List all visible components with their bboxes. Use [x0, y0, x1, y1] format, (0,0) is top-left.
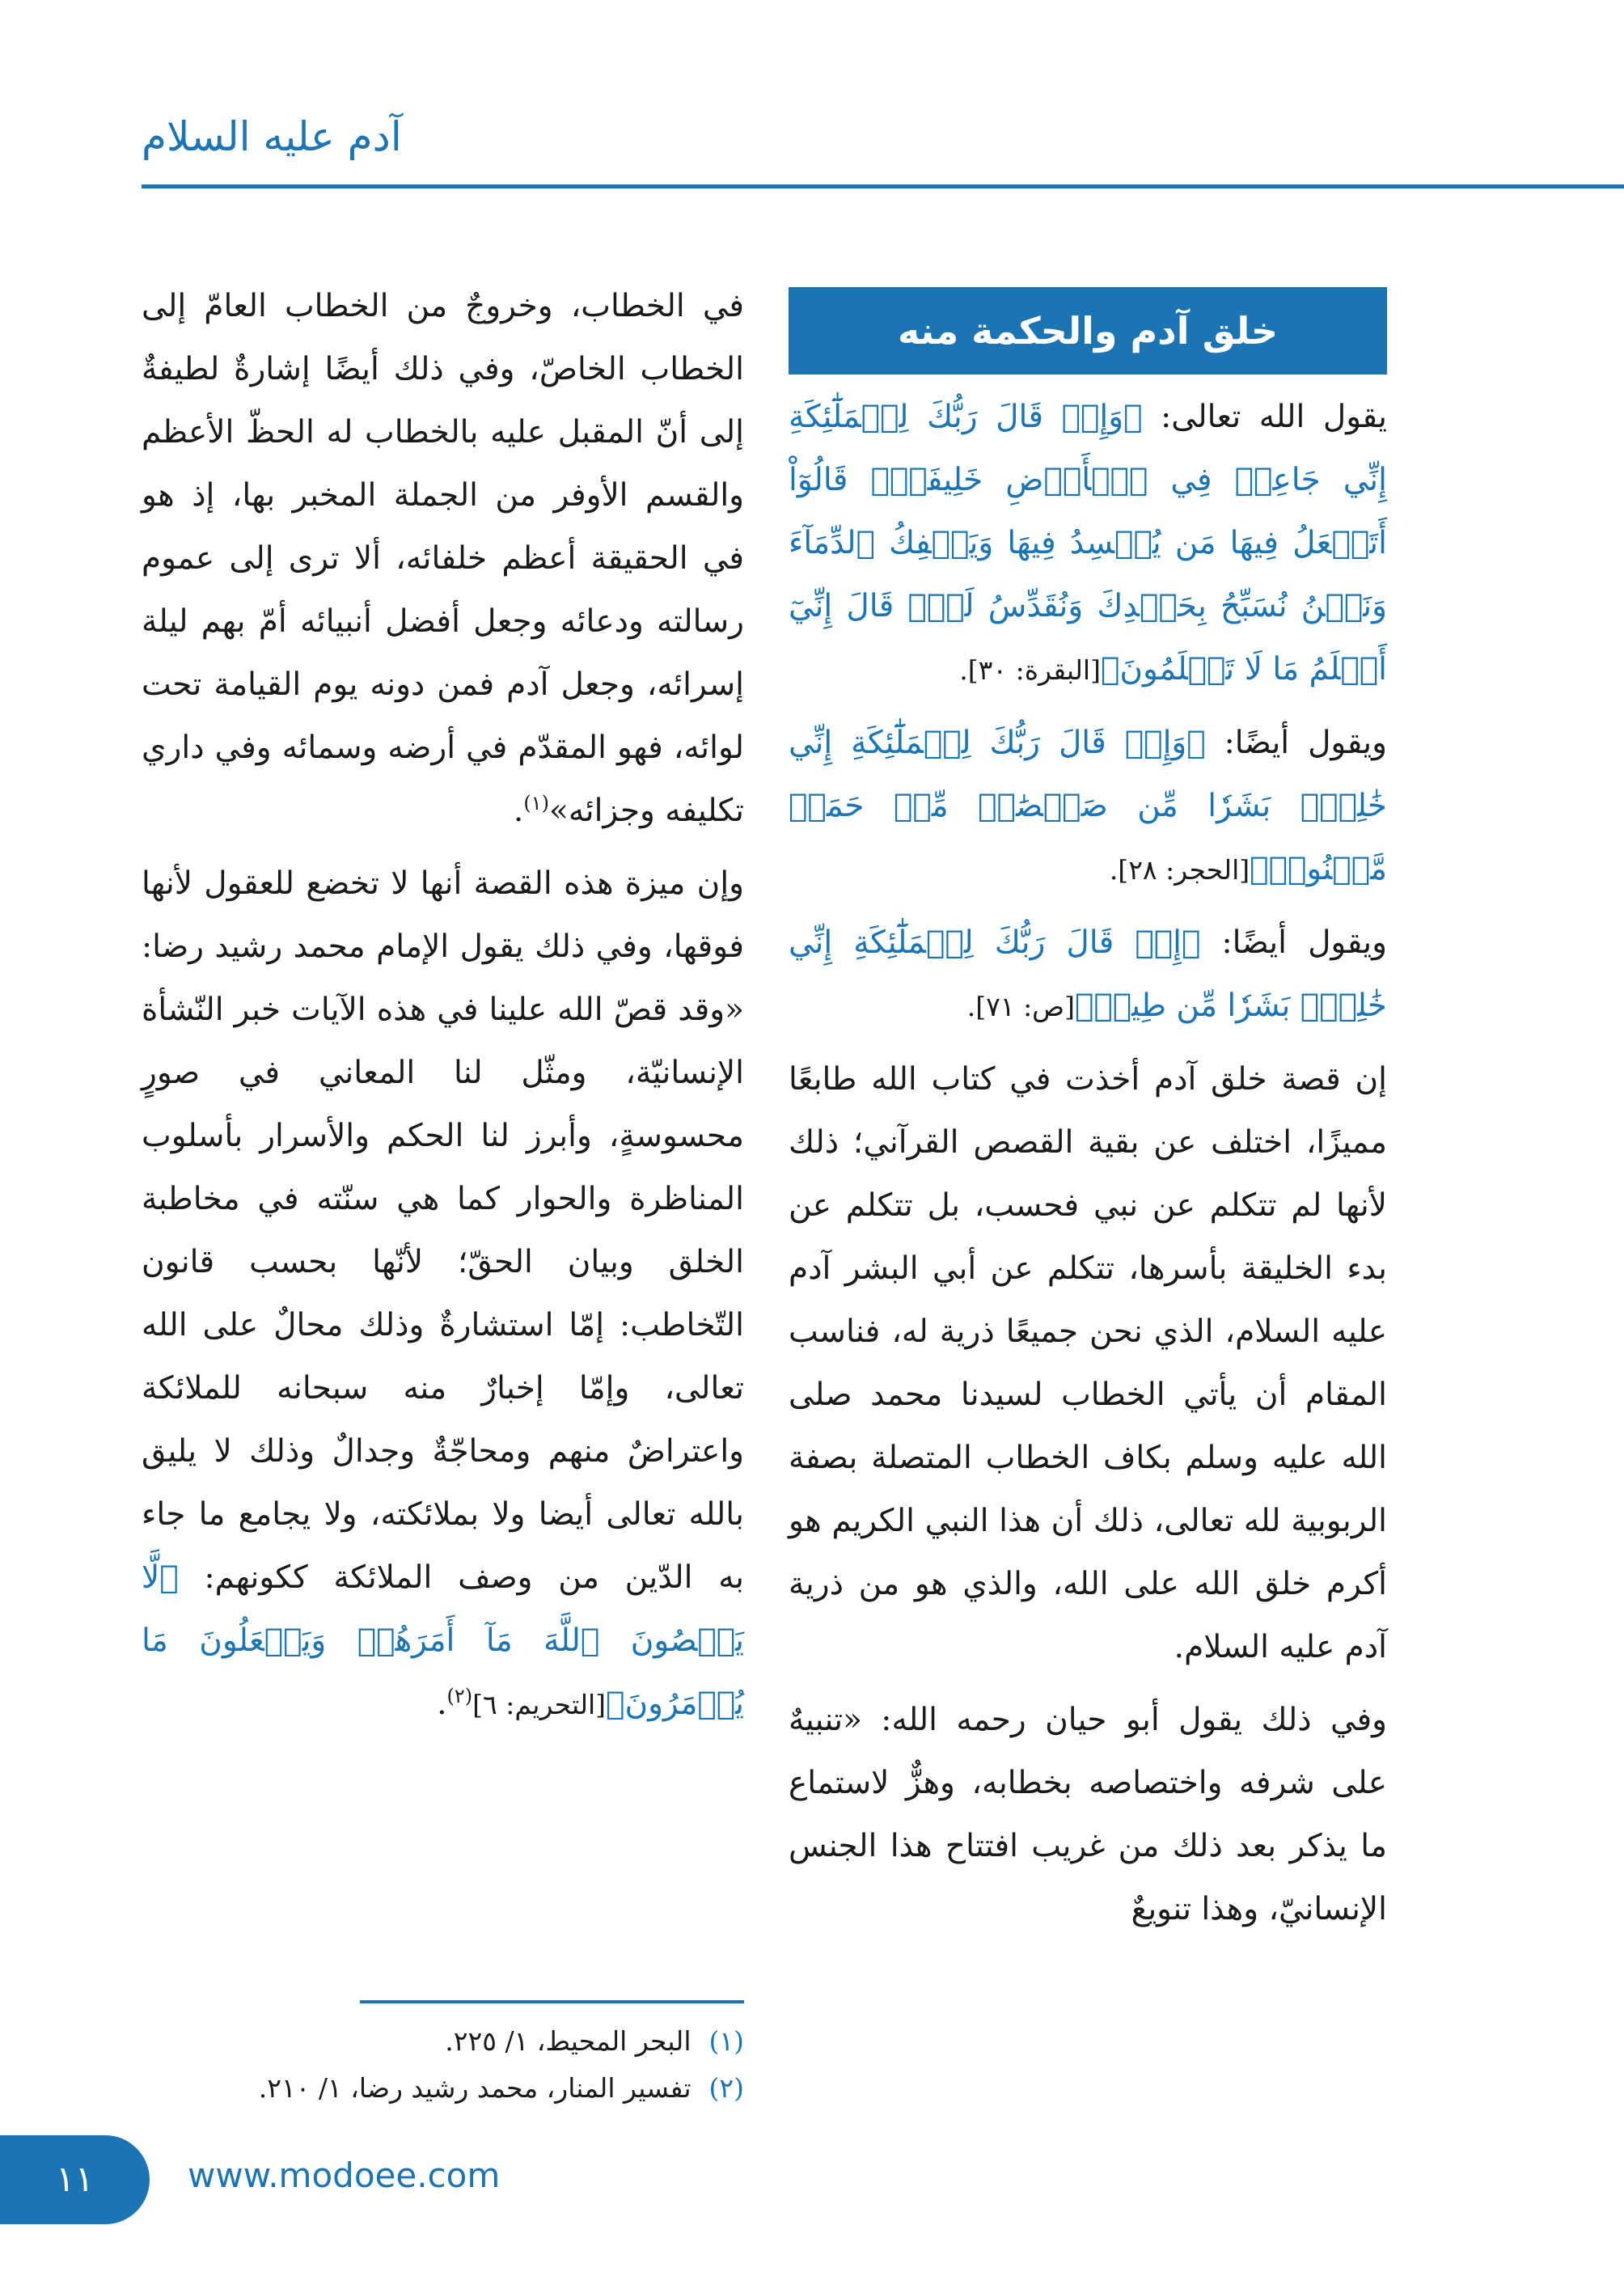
paragraph-5: وفي ذلك يقول أبو حيان رحمه الله: «تنبيهٌ على شرفه واختصاصه بخطابه، وهزٌّ لاستماع ما يذكر بعد ذلك من غريب افتتاح هذا الجنس الإنسانيّ، وهذا تنويعٌ — [789, 1702, 1387, 1927]
quran-verse: ﴿وَإِذۡ قَالَ رَبُّكَ لِلۡمَلَٰٓئِكَةِ إِنِّي جَاعِلٞ فِي ٱلۡأَرۡضِ خَلِيفَةٗۖ قَالُوٓاْ أَتَجۡعَلُ فِيهَا مَن يُفۡسِدُ فِيهَا وَيَسۡفِكُ ٱلدِّمَآءَ وَنَحۡنُ نُسَبِّحُ بِحَمۡدِكَ وَنُقَدِّسُ لَكَۖ قَالَ إِنِّيٓ أَعۡلَمُ مَا لَا تَعۡلَمُونَ﴾ — [789, 399, 1387, 687]
verse-reference: [التحريم: ٦] — [472, 1689, 607, 1720]
website-link[interactable]: www.modoee.com — [188, 2156, 501, 2195]
quran-verse: ﴿وَإِذۡ قَالَ رَبُّكَ لِلۡمَلَٰٓئِكَةِ إِنِّي خَٰلِقُۢ بَشَرٗا مِّن صَلۡصَٰلٖ مِّنۡ حَمَإٖ مَّسۡنُونٖ﴾ — [789, 725, 1387, 887]
page-number: ١١ — [0, 2135, 150, 2224]
paragraph-4: إن قصة خلق آدم أخذت في كتاب الله طابعًا مميزًا، اختلف عن بقية القصص القرآني؛ ذلك لأنها لم تتكلم عن نبي فحسب، بل تتكلم عن بدء الخليقة بأسرها، تتكلم عن أبي البشر آدم عليه السلام، الذي نحن جميعًا ذرية له، فناسب المقام أن يأتي الخطاب لسيدنا محمد صلى الله عليه وسلم بكاف الخطاب المتصلة بصفة الربوبية لله تعالى، ذلك أن هذا النبي الكريم هو أكرم خلق الله على الله، والذي هو من ذرية آدم عليه السلام. — [789, 1061, 1387, 1665]
footnote-text: البحر المحيط، ١/ ٢٢٥. — [445, 2025, 691, 2057]
paragraph-lead: يقول الله تعالى: — [1142, 399, 1387, 435]
verse-reference: [الحجر: ٢٨]. — [1109, 854, 1250, 886]
footnote-rule — [360, 2000, 744, 2003]
footnote-2 — [142, 2065, 744, 2112]
running-header-title: آدم عليه السلام — [142, 113, 402, 160]
paragraph-2 — [789, 712, 1387, 902]
paragraph-lead: ويقول أيضًا: — [1205, 725, 1387, 761]
paragraph-rashid-rida: وإن ميزة هذه القصة أنها لا تخضع للعقول لأنها فوقها، وفي ذلك يقول الإمام محمد رشيد رضا: «وقد قصّ الله علينا في هذه الآيات خبر النّشأة الإنسانيّة، ومثّل لنا المعاني في صورٍ محسوسةٍ، وأبرز لنا الحكم والأسرار بأسلوب المناظرة والحوار كما هي سنّته في مخاطبة الخلق وبيان الحقّ؛ لأنّها بحسب قانون التّخاطب: إمّا استشارةٌ وذلك محالٌ على الله تعالى، وإمّا إخبارٌ منه سبحانه للملائكة واعتراضٌ منهم ومحاجّةٌ وجدالٌ وذلك لا يليق بالله تعالى أيضا ولا بملائكته، ولا يجامع ما جاء به الدّين من وصف الملائكة ككونهم: ﴿لَّا يَعۡصُونَ ٱللَّهَ مَآ أَمَرَهُمۡ وَيَفۡعَلُونَ مَا يُؤۡمَرُونَ﴾[التحريم: ٦]$^{(٢)}$. — [142, 865, 744, 1722]
right-column — [789, 287, 1387, 1951]
footnote-1 — [142, 2018, 744, 2065]
footnote-text: تفسير المنار، محمد رشيد رضا، ١/ ٢١٠. — [258, 2072, 691, 2104]
footnote-marker[interactable]: (٢) — [446, 1685, 473, 1707]
footnotes — [142, 2018, 744, 2112]
verse-reference: [البقرة: ٣٠]. — [959, 654, 1101, 686]
footnote-marker[interactable]: (١) — [523, 792, 549, 814]
footnote-number: (٢) — [708, 2072, 744, 2104]
paragraph-text: في الخطاب، وخروجٌ من الخطاب العامّ إلى الخطاب الخاصّ، وفي ذلك أيضًا إشارةٌ لطيفةٌ إلى أنّ المقبل عليه بالخطاب له الحظّ الأعظم والقسم الأوفر من الجملة المخبر بها، إذ هو في الحقيقة أعظم خلفائه، ألا ترى إلى عموم رسالته ودعائه وجعل أفضل أنبيائه أمّ بهم ليلة إسرائه، وجعل آدم فمن دونه يوم القيامة تحت لوائه، فهو المقدّم في أرضه وسمائه وفي داري تكليفه وجزائه» — [142, 288, 744, 829]
paragraph-lead: ويقول أيضًا: — [1200, 924, 1387, 961]
header-rule — [142, 184, 1624, 188]
quran-verse: ﴿لَّا يَعۡصُونَ ٱللَّهَ مَآ أَمَرَهُمۡ وَيَفۡعَلُونَ مَا يُؤۡمَرُونَ﴾ — [142, 1559, 744, 1722]
paragraph-1 — [789, 386, 1387, 702]
paragraph-3 — [789, 912, 1387, 1039]
left-column — [142, 275, 744, 1746]
paragraph-text: وإن ميزة هذه القصة أنها لا تخضع للعقول لأنها فوقها، وفي ذلك يقول الإمام محمد رشيد رضا: «وقد قصّ الله علينا في هذه الآيات خبر النّشأة الإنسانيّة، ومثّل لنا المعاني في صورٍ محسوسةٍ، وأبرز لنا الحكم والأسرار بأسلوب المناظرة والحوار كما هي سنّته في مخاطبة الخلق وبيان الحقّ؛ لأنّها بحسب قانون التّخاطب: إمّا استشارةٌ وذلك محالٌ على الله تعالى، وإمّا إخبارٌ منه سبحانه للملائكة واعتراضٌ منهم ومحاجّةٌ وجدالٌ وذلك لا يليق بالله تعالى أيضا ولا بملائكته، ولا يجامع ما جاء به الدّين من وصف الملائكة ككونهم: — [142, 865, 744, 1596]
verse-reference: [ص: ٧١]. — [966, 991, 1075, 1022]
footnote-number: (١) — [708, 2025, 744, 2057]
paragraph-continued: في الخطاب، وخروجٌ من الخطاب العامّ إلى الخطاب الخاصّ، وفي ذلك أيضًا إشارةٌ لطيفةٌ إلى أنّ المقبل عليه بالخطاب له الحظّ الأعظم والقسم الأوفر من الجملة المخبر بها، إذ هو في الحقيقة أعظم خلفائه، ألا ترى إلى عموم رسالته ودعائه وجعل أفضل أنبيائه أمّ بهم ليلة إسرائه، وجعل آدم فمن دونه يوم القيامة تحت لوائه، فهو المقدّم في أرضه وسمائه وفي داري تكليفه وجزائه»$^{(١)}$. — [142, 288, 744, 829]
quran-verse: ﴿إِذۡ قَالَ رَبُّكَ لِلۡمَلَٰٓئِكَةِ إِنِّي خَٰلِقُۢ بَشَرٗا مِّن طِينٖ﴾ — [789, 924, 1387, 1024]
section-title: خلق آدم والحكمة منه — [789, 287, 1387, 374]
